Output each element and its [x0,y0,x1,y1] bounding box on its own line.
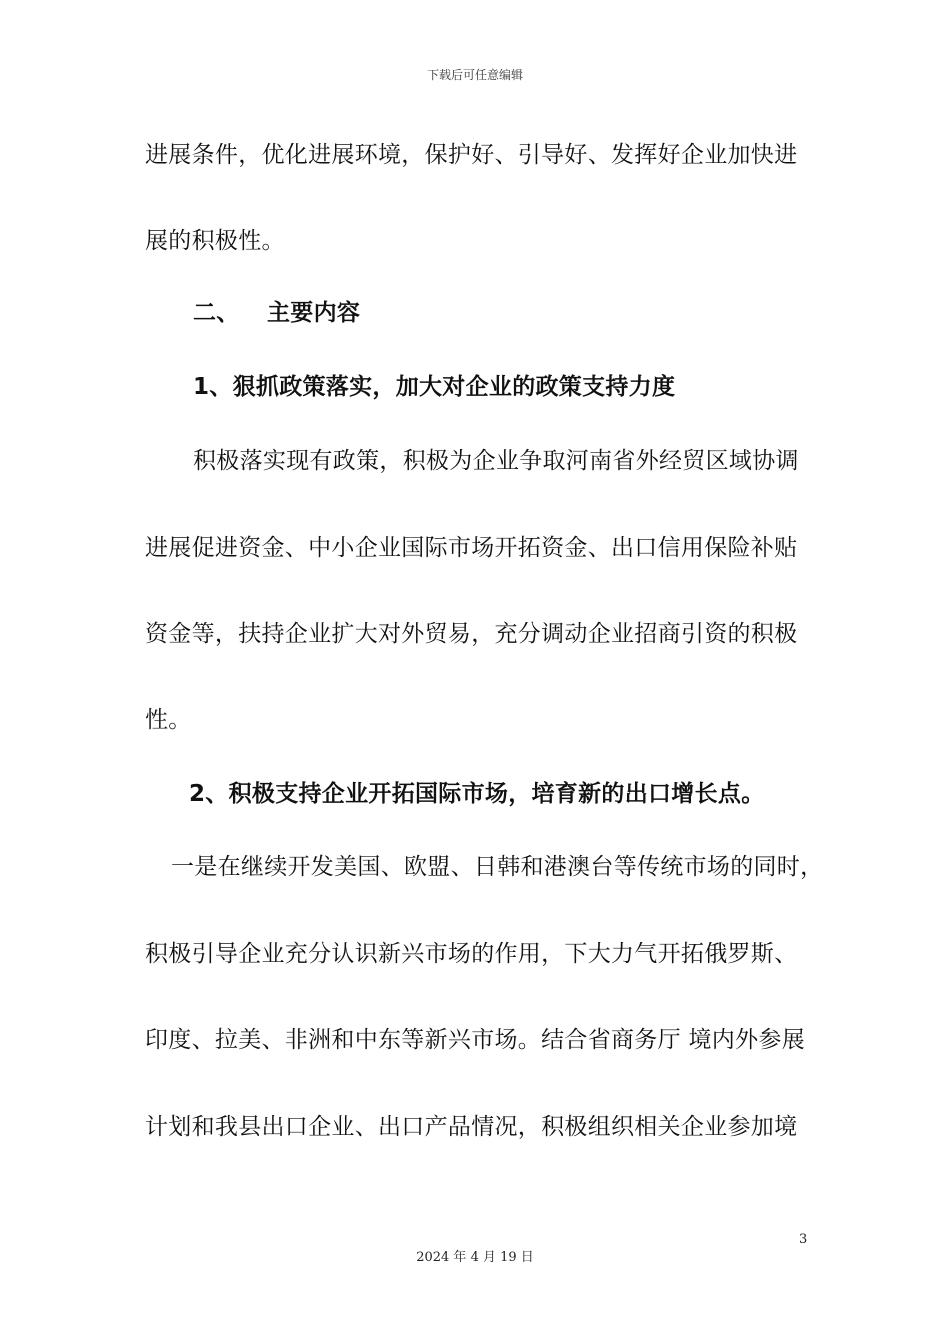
paragraph-line: 进展促进资金、中小企业国际市场开拓资金、出口信用保险补贴 [145,535,798,561]
paragraph-line: 计划和我县出口企业、出口产品情况，积极组织相关企业参加境 [145,1114,798,1140]
section-number: 二、 [193,300,240,326]
page-header: 下载后可任意编辑 [426,68,523,82]
paragraph-line: 资金等，扶持企业扩大对外贸易，充分调动企业招商引资的积极 [145,621,798,647]
paragraph-line: 进展条件，优化进展环境，保护好、引导好、发挥好企业加快进 [145,142,798,168]
paragraph-line: 一是在继续开发美国、欧盟、日韩和港澳台等传统市场的同时， [171,854,824,880]
paragraph-line: 积极落实现有政策，积极为企业争取河南省外经贸区域协调 [193,448,799,474]
paragraph-line: 展的积极性。 [145,228,285,254]
footer-date: 2024 年 4 月 19 日 [416,1250,534,1265]
subsection-heading: 1、狠抓政策落实，加大对企业的政策支持力度 [193,374,676,400]
subsection-heading: 2、积极支持企业开拓国际市场，培育新的出口增长点。 [189,781,765,807]
page-number: 3 [799,1232,808,1247]
paragraph-line: 积极引导企业充分认识新兴市场的作用，下大力气开拓俄罗斯、 [145,941,798,967]
section-heading: 主要内容 [267,300,361,326]
paragraph-line: 印度、拉美、非洲和中东等新兴市场。结合省商务厅 境内外参展 [145,1027,806,1053]
paragraph-line: 性。 [145,707,192,733]
